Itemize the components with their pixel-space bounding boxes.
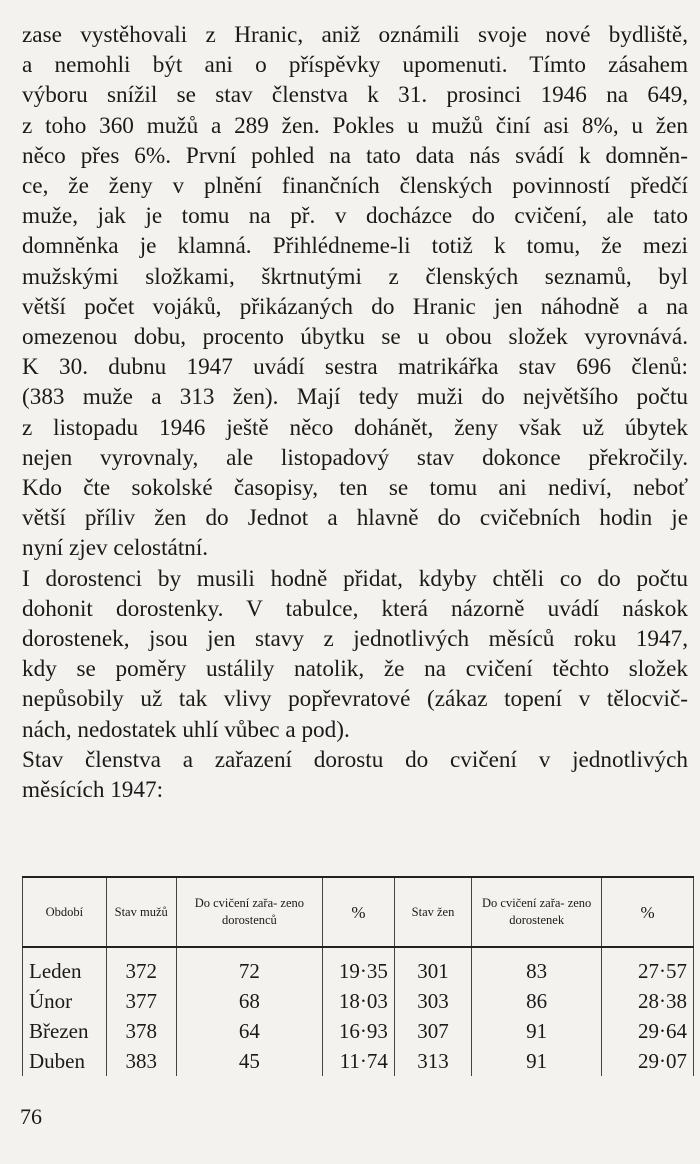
text-line: větší příliv žen do Jednot a hlavně do cvičebních hodin je bbox=[22, 505, 688, 532]
text-line: dorostenek, jsou jen stavy z jednotlivých měsíců roku 1947, bbox=[22, 626, 688, 653]
text-line: nepůsobily už tak vlivy popřevratové (zákaz topení v tělocvič- bbox=[22, 686, 688, 713]
text-line: zase vystěhovali z Hranic, aniž oznámili svoje nové bydliště, bbox=[22, 22, 688, 48]
cell-women-count: 307 bbox=[394, 1016, 471, 1046]
cell-boys-percent: 18·03 bbox=[323, 986, 395, 1016]
table-header-row bbox=[23, 877, 694, 947]
cell-boys-enrolled: 45 bbox=[176, 1046, 322, 1076]
cell-period: Duben bbox=[23, 1046, 107, 1076]
cell-men-count: 383 bbox=[106, 1046, 176, 1076]
text-line: omezenou dobu, procento úbytku se u obou složek vyrovnává. bbox=[22, 324, 688, 351]
header-period: Období bbox=[23, 877, 107, 947]
cell-men-count: 377 bbox=[106, 986, 176, 1016]
page-number: 76 bbox=[20, 1104, 42, 1129]
text-line: výboru snížil se stav členstva k 31. prosinci 1946 na 649, bbox=[22, 82, 688, 109]
text-line: muže, jak je tomu na př. v docházce do cvičení, ale tato bbox=[22, 203, 688, 230]
table-row bbox=[23, 947, 694, 986]
header-girls-enrolled: Do cvičení zařa- zeno dorostenek bbox=[472, 877, 602, 947]
text-line: kdy se poměry ustálily natolik, že na cvičení těchto složek bbox=[22, 656, 688, 683]
header-women-count: Stav žen bbox=[394, 877, 471, 947]
text-line: Stav členstva a zařazení dorostu do cvičení v jednotlivých bbox=[22, 746, 688, 773]
cell-boys-enrolled: 68 bbox=[176, 986, 322, 1016]
cell-period: Březen bbox=[23, 1016, 107, 1046]
cell-women-count: 313 bbox=[394, 1046, 471, 1076]
cell-women-count: 301 bbox=[394, 947, 471, 986]
text-line: dohonit dorostenky. V tabulce, která názorně uvádí náskok bbox=[22, 595, 688, 622]
cell-boys-enrolled: 72 bbox=[176, 947, 322, 986]
text-line: (383 muže a 313 žen). Mají tedy muži do největšího počtu bbox=[22, 384, 688, 411]
text-line: nejen vyrovnaly, ale listopadový stav dokonce překročily. bbox=[22, 444, 688, 471]
text-line: mužskými složkami, škrtnutými z členských seznamů, byl bbox=[22, 263, 688, 290]
text-line: nách, nedostatek uhlí vůbec a pod). bbox=[22, 716, 350, 743]
text-line: nyní zjev celostátní. bbox=[22, 535, 209, 562]
table-row bbox=[23, 1046, 694, 1076]
text-line: z listopadu 1946 ještě něco dohánět, ženy však už úbytek bbox=[22, 414, 688, 441]
header-girls-percent: % bbox=[602, 877, 694, 947]
cell-men-count: 378 bbox=[106, 1016, 176, 1046]
membership-table bbox=[22, 876, 694, 1076]
table-row bbox=[23, 1016, 694, 1046]
text-line: ce, že ženy v plnění finančních členských povinností předčí bbox=[22, 173, 688, 200]
cell-girls-enrolled: 91 bbox=[472, 1046, 602, 1076]
text-line: domněnka je klamná. Přihlédneme-li totiž k tomu, že mezi bbox=[22, 233, 688, 260]
cell-period: Únor bbox=[23, 986, 107, 1016]
text-line: z toho 360 mužů a 289 žen. Pokles u mužů činí asi 8%, u žen bbox=[22, 112, 688, 139]
cell-boys-percent: 19·35 bbox=[323, 947, 395, 986]
cell-girls-enrolled: 83 bbox=[472, 947, 602, 986]
cell-girls-enrolled: 86 bbox=[472, 986, 602, 1016]
cell-girls-percent: 29·64 bbox=[602, 1016, 694, 1046]
body-text bbox=[22, 20, 688, 805]
header-boys-percent: % bbox=[323, 877, 395, 947]
cell-boys-percent: 11·74 bbox=[323, 1046, 395, 1076]
cell-girls-percent: 29·07 bbox=[602, 1046, 694, 1076]
cell-girls-percent: 28·38 bbox=[602, 986, 694, 1016]
header-men-count: Stav mužů bbox=[106, 877, 176, 947]
text-line: větší počet vojáků, přikázaných do Hranic jen náhodně a na bbox=[22, 293, 688, 320]
cell-girls-percent: 27·57 bbox=[602, 947, 694, 986]
text-line: měsících 1947: bbox=[22, 777, 164, 804]
cell-boys-percent: 16·93 bbox=[323, 1016, 395, 1046]
cell-women-count: 303 bbox=[394, 986, 471, 1016]
cell-period: Leden bbox=[23, 947, 107, 986]
text-line: I dorostenci by musili hodně přidat, kdyby chtěli co do počtu bbox=[22, 565, 688, 592]
membership-table-wrapper bbox=[22, 876, 694, 1076]
cell-men-count: 372 bbox=[106, 947, 176, 986]
text-line: Kdo čte sokolské časopisy, ten se tomu ani nediví, neboť bbox=[22, 475, 688, 502]
text-line: a nemohli být ani o příspěvky upomenuti. Tímto zásahem bbox=[22, 52, 688, 79]
cell-boys-enrolled: 64 bbox=[176, 1016, 322, 1046]
header-boys-enrolled: Do cvičení zařa- zeno dorostenců bbox=[176, 877, 322, 947]
text-line: K 30. dubnu 1947 uvádí sestra matrikářka stav 696 členů: bbox=[22, 354, 688, 381]
table-row bbox=[23, 986, 694, 1016]
cell-girls-enrolled: 91 bbox=[472, 1016, 602, 1046]
text-line: něco přes 6%. První pohled na tato data nás svádí k domněn- bbox=[22, 142, 688, 169]
